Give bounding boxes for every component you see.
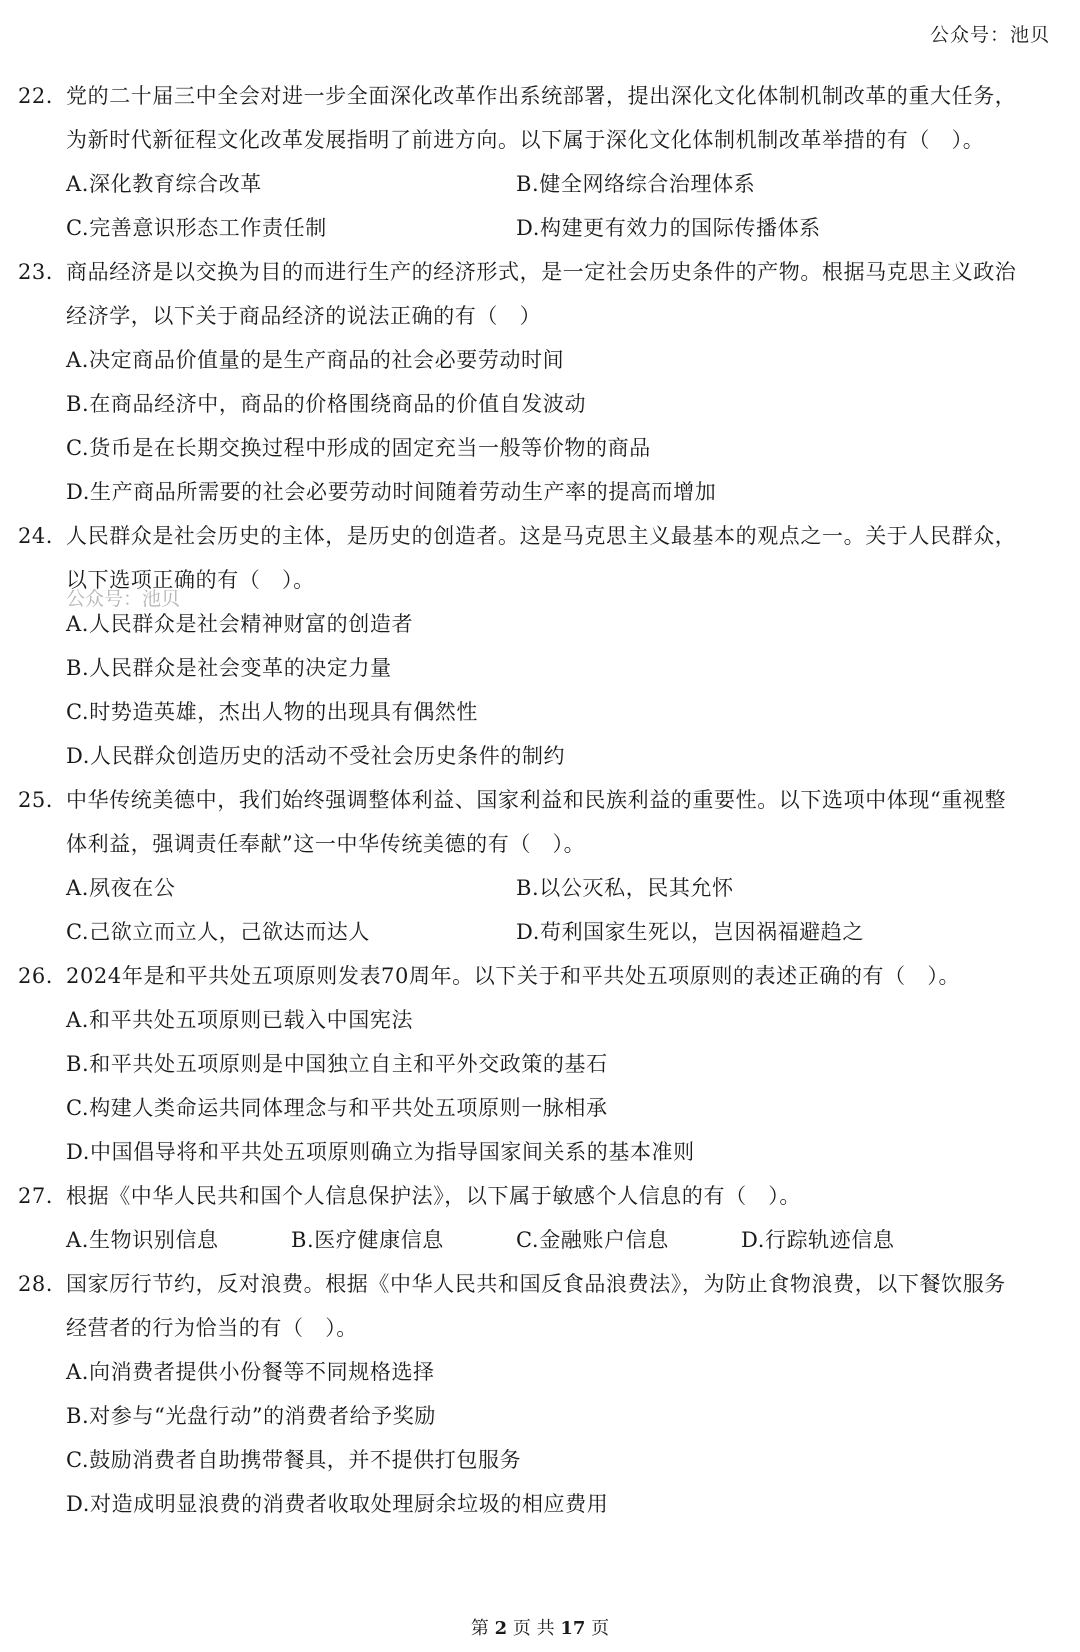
stem-line: 经营者的行为恰当的有（ ）。 <box>66 1316 358 1340</box>
question-stem <box>18 1262 1058 1350</box>
footer-prefix: 第 <box>470 1618 489 1639</box>
options <box>66 998 1058 1174</box>
option-d: D.人民群众创造历史的活动不受社会历史条件的制约 <box>66 744 566 768</box>
question-list <box>18 74 1058 1526</box>
question-25 <box>18 778 1058 954</box>
option-b: B.医疗健康信息 <box>291 1228 444 1252</box>
question-number: 27. <box>18 1184 53 1208</box>
question-number: 25. <box>18 788 53 812</box>
option-c: C.鼓励消费者自助携带餐具，并不提供打包服务 <box>66 1448 522 1472</box>
question-26 <box>18 954 1058 1174</box>
option-b: B.对参与“光盘行动”的消费者给予奖励 <box>66 1404 436 1428</box>
option-a: A.向消费者提供小份餐等不同规格选择 <box>66 1360 435 1384</box>
option-b: B.和平共处五项原则是中国独立自主和平外交政策的基石 <box>66 1052 608 1076</box>
question-28 <box>18 1262 1058 1526</box>
options <box>66 162 1058 250</box>
page-total: 17 <box>560 1618 586 1639</box>
page-number: 2 <box>494 1618 508 1639</box>
option-c: C.己欲立而立人，己欲达而达人 <box>66 920 370 944</box>
stem-line: 中华传统美德中，我们始终强调整体利益、国家利益和民族利益的重要性。以下选项中体现“重视整 <box>66 788 1007 812</box>
options <box>66 1350 1058 1526</box>
question-number: 28. <box>18 1272 53 1296</box>
options <box>66 338 1058 514</box>
options <box>66 602 1058 778</box>
stem-line: 国家厉行节约，反对浪费。根据《中华人民共和国反食品浪费法》，为防止食物浪费，以下餐饮服务 <box>66 1272 1006 1296</box>
option-c: C.完善意识形态工作责任制 <box>66 216 327 240</box>
stem-line: 根据《中华人民共和国个人信息保护法》，以下属于敏感个人信息的有（ ）。 <box>66 1184 801 1208</box>
option-b: B.人民群众是社会变革的决定力量 <box>66 656 392 680</box>
option-b: B.以公灭私，民其允怀 <box>516 876 734 900</box>
stem-line: 2024年是和平共处五项原则发表70周年。以下关于和平共处五项原则的表述正确的有（ ）。 <box>66 964 961 988</box>
footer-middle: 页 共 <box>512 1618 555 1639</box>
page-footer <box>0 1614 1080 1640</box>
option-a: A.人民群众是社会精神财富的创造者 <box>66 612 414 636</box>
stem-line: 党的二十届三中全会对进一步全面深化改革作出系统部署，提出深化文化体制机制改革的重大任务， <box>66 84 1017 108</box>
question-number: 22. <box>18 84 53 108</box>
option-a: A.夙夜在公 <box>66 876 176 900</box>
footer-suffix: 页 <box>591 1618 610 1639</box>
watermark-text: 公众号：池贝 <box>66 588 181 610</box>
stem-line: 以下选项正确的有（ ）。 <box>66 568 315 592</box>
option-b: B.在商品经济中，商品的价格围绕商品的价值自发波动 <box>66 392 587 416</box>
stem-line: 体利益，强调责任奉献”这一中华传统美德的有（ ）。 <box>66 832 586 856</box>
option-c: C.构建人类命运共同体理念与和平共处五项原则一脉相承 <box>66 1096 608 1120</box>
question-27 <box>18 1174 1058 1262</box>
options <box>66 1218 1058 1262</box>
question-number: 26. <box>18 964 53 988</box>
question-stem <box>18 778 1058 866</box>
stem-line: 为新时代新征程文化改革发展指明了前进方向。以下属于深化文化体制机制改革举措的有（ ）。 <box>66 128 985 152</box>
option-a: A.决定商品价值量的是生产商品的社会必要劳动时间 <box>66 348 565 372</box>
question-23 <box>18 250 1058 514</box>
stem-line: 经济学，以下关于商品经济的说法正确的有（ ） <box>66 304 542 328</box>
question-24 <box>18 514 1058 778</box>
option-b: B.健全网络综合治理体系 <box>516 172 756 196</box>
question-stem <box>18 1174 1058 1218</box>
option-c: C.金融账户信息 <box>516 1228 669 1252</box>
stem-line: 人民群众是社会历史的主体，是历史的创造者。这是马克思主义最基本的观点之一。关于人民群众， <box>66 524 1017 548</box>
option-d: D.生产商品所需要的社会必要劳动时间随着劳动生产率的提高而增加 <box>66 480 717 504</box>
option-a: A.和平共处五项原则已载入中国宪法 <box>66 1008 414 1032</box>
option-c: C.货币是在长期交换过程中形成的固定充当一般等价物的商品 <box>66 436 651 460</box>
header-source: 公众号：池贝 <box>929 24 1050 46</box>
question-stem <box>18 954 1058 998</box>
option-a: A.生物识别信息 <box>66 1228 219 1252</box>
option-d: D.构建更有效力的国际传播体系 <box>516 216 821 240</box>
option-d: D.苟利国家生死以，岂因祸福避趋之 <box>516 920 864 944</box>
question-number: 23. <box>18 260 53 284</box>
option-a: A.深化教育综合改革 <box>66 172 262 196</box>
question-number: 24. <box>18 524 53 548</box>
question-stem <box>18 74 1058 162</box>
question-stem <box>18 250 1058 338</box>
option-c: C.时势造英雄，杰出人物的出现具有偶然性 <box>66 700 478 724</box>
stem-line: 商品经济是以交换为目的而进行生产的经济形式，是一定社会历史条件的产物。根据马克思主义政治 <box>66 260 1017 284</box>
option-d: D.中国倡导将和平共处五项原则确立为指导国家间关系的基本准则 <box>66 1140 695 1164</box>
option-d: D.行踪轨迹信息 <box>741 1228 895 1252</box>
question-22 <box>18 74 1058 250</box>
options <box>66 866 1058 954</box>
option-d: D.对造成明显浪费的消费者收取处理厨余垃圾的相应费用 <box>66 1492 609 1516</box>
